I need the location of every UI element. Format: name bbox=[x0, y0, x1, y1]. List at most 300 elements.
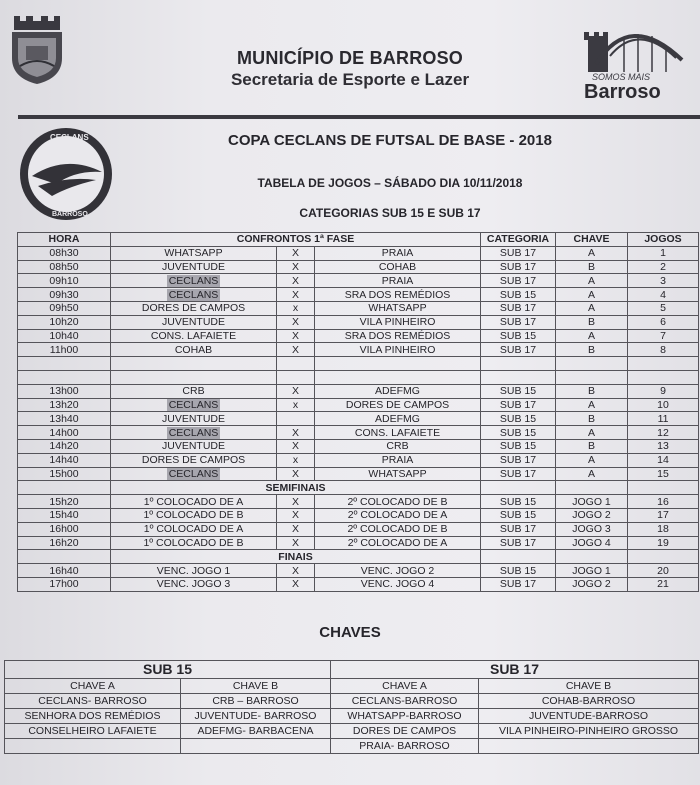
game-away-team-text: PRAIA bbox=[381, 274, 414, 287]
game-versus bbox=[277, 453, 315, 467]
sub17-label: SUB 17 bbox=[331, 661, 699, 679]
game-versus-text: X bbox=[291, 247, 299, 260]
game-home-team bbox=[111, 274, 277, 288]
game-away-team bbox=[315, 398, 481, 412]
semifinals-label bbox=[111, 481, 481, 495]
game-away-team bbox=[315, 274, 481, 288]
game-home-team-text: JUVENTUDE bbox=[161, 260, 225, 273]
game-category bbox=[481, 577, 556, 591]
game-category bbox=[481, 536, 556, 550]
game-category bbox=[481, 329, 556, 343]
game-number bbox=[628, 577, 699, 591]
spacer-row bbox=[18, 357, 699, 371]
sub17-chave-b-label: CHAVE B bbox=[479, 679, 699, 694]
sub15-chave-a-label: CHAVE A bbox=[5, 679, 181, 694]
game-home-team bbox=[111, 536, 277, 550]
game-time-text: 09h30 bbox=[49, 288, 79, 301]
game-key-text: JOGO 1 bbox=[572, 495, 611, 508]
game-number bbox=[628, 384, 699, 398]
game-versus bbox=[277, 260, 315, 274]
game-row bbox=[18, 398, 699, 412]
game-category-text: SUB 15 bbox=[499, 426, 537, 439]
game-time bbox=[18, 246, 111, 260]
game-number bbox=[628, 301, 699, 315]
game-versus-text: X bbox=[291, 440, 299, 453]
game-home-team bbox=[111, 288, 277, 302]
game-away-team-text: DORES DE CAMPOS bbox=[345, 398, 450, 411]
game-category bbox=[481, 439, 556, 453]
game-number bbox=[628, 246, 699, 260]
game-home-team-text: CECLANS bbox=[168, 398, 219, 411]
game-time bbox=[18, 274, 111, 288]
header-divider bbox=[18, 115, 700, 119]
game-number-text: 9 bbox=[660, 385, 666, 398]
game-key bbox=[556, 288, 628, 302]
game-time-text: 09h10 bbox=[49, 274, 79, 287]
game-home-team bbox=[111, 301, 277, 315]
game-number bbox=[628, 536, 699, 550]
empty-cell bbox=[111, 370, 277, 384]
game-away-team bbox=[315, 260, 481, 274]
finals-label-text: FINAIS bbox=[278, 550, 313, 563]
game-category bbox=[481, 288, 556, 302]
game-category-text: SUB 17 bbox=[499, 467, 537, 480]
game-key bbox=[556, 329, 628, 343]
game-category bbox=[481, 274, 556, 288]
game-versus-text: X bbox=[291, 426, 299, 439]
game-row bbox=[18, 412, 699, 426]
game-time-text: 14h40 bbox=[49, 454, 79, 467]
game-away-team bbox=[315, 522, 481, 536]
header-categoria: CATEGORIA bbox=[481, 233, 556, 247]
game-home-team bbox=[111, 260, 277, 274]
game-category bbox=[481, 495, 556, 509]
game-number-text: 11 bbox=[657, 412, 669, 425]
game-key-text: A bbox=[588, 398, 596, 411]
game-number-text: 10 bbox=[657, 398, 669, 411]
game-versus-text: X bbox=[291, 467, 299, 480]
game-number-text: 7 bbox=[660, 329, 666, 342]
game-home-team bbox=[111, 398, 277, 412]
game-time bbox=[18, 288, 111, 302]
game-category-text: SUB 17 bbox=[499, 454, 537, 467]
game-home-team bbox=[111, 564, 277, 578]
game-category-text: SUB 15 bbox=[499, 509, 537, 522]
game-key bbox=[556, 343, 628, 357]
game-key bbox=[556, 564, 628, 578]
game-away-team bbox=[315, 564, 481, 578]
game-category-text: SUB 17 bbox=[499, 260, 537, 273]
game-home-team bbox=[111, 384, 277, 398]
empty-cell bbox=[18, 357, 111, 371]
game-key bbox=[556, 453, 628, 467]
header-hora: HORA bbox=[18, 233, 111, 247]
game-versus bbox=[277, 315, 315, 329]
empty-cell bbox=[628, 550, 699, 564]
game-key-text: JOGO 1 bbox=[572, 564, 611, 577]
game-number bbox=[628, 508, 699, 522]
game-home-team-text: DORES DE CAMPOS bbox=[141, 302, 246, 315]
spacer-row bbox=[18, 370, 699, 384]
game-time bbox=[18, 495, 111, 509]
game-away-team bbox=[315, 246, 481, 260]
game-home-team bbox=[111, 577, 277, 591]
game-category bbox=[481, 508, 556, 522]
game-category bbox=[481, 343, 556, 357]
game-away-team-text: 2º COLOCADO DE A bbox=[347, 509, 448, 522]
key-empty bbox=[479, 739, 699, 754]
game-away-team bbox=[315, 329, 481, 343]
game-home-team bbox=[111, 467, 277, 481]
game-away-team-text: 2º COLOCADO DE B bbox=[347, 495, 448, 508]
header-confrontos: CONFRONTOS 1ª FASE bbox=[111, 233, 481, 247]
svg-text:SOMOS MAIS: SOMOS MAIS bbox=[592, 72, 651, 82]
empty-cell bbox=[628, 481, 699, 495]
game-key-text: B bbox=[588, 412, 596, 425]
game-number-text: 20 bbox=[657, 564, 669, 577]
game-home-team bbox=[111, 508, 277, 522]
game-category-text: SUB 15 bbox=[499, 329, 537, 342]
game-category-text: SUB 17 bbox=[499, 523, 537, 536]
game-number bbox=[628, 315, 699, 329]
game-away-team bbox=[315, 288, 481, 302]
game-away-team-text: SRA DOS REMÉDIOS bbox=[344, 288, 451, 301]
game-row bbox=[18, 536, 699, 550]
game-away-team bbox=[315, 508, 481, 522]
game-time bbox=[18, 398, 111, 412]
header-jogos: JOGOS bbox=[628, 233, 699, 247]
game-category-text: SUB 17 bbox=[499, 536, 537, 549]
tournament-title: COPA CECLANS DE FUTSAL DE BASE - 2018 bbox=[228, 132, 552, 149]
key-team: VILA PINHEIRO-PINHEIRO GROSSO bbox=[479, 724, 699, 739]
game-key bbox=[556, 315, 628, 329]
game-time-text: 15h20 bbox=[49, 495, 79, 508]
game-home-team bbox=[111, 246, 277, 260]
game-row bbox=[18, 288, 699, 302]
game-away-team-text: PRAIA bbox=[381, 247, 414, 260]
game-row bbox=[18, 301, 699, 315]
game-key-text: JOGO 2 bbox=[572, 578, 611, 591]
game-versus bbox=[277, 274, 315, 288]
game-home-team bbox=[111, 453, 277, 467]
game-number bbox=[628, 495, 699, 509]
game-number bbox=[628, 274, 699, 288]
game-category-text: SUB 15 bbox=[499, 495, 537, 508]
game-row bbox=[18, 453, 699, 467]
game-number-text: 1 bbox=[660, 247, 666, 260]
key-team: CECLANS-BARROSO bbox=[331, 694, 479, 709]
game-category-text: SUB 17 bbox=[499, 302, 537, 315]
game-category-text: SUB 15 bbox=[499, 440, 537, 453]
game-key bbox=[556, 522, 628, 536]
game-category-text: SUB 15 bbox=[499, 564, 537, 577]
game-time-text: 15h40 bbox=[49, 509, 79, 522]
game-versus bbox=[277, 577, 315, 591]
game-key bbox=[556, 495, 628, 509]
game-time bbox=[18, 343, 111, 357]
game-versus-text: X bbox=[291, 260, 299, 273]
game-time bbox=[18, 564, 111, 578]
game-key bbox=[556, 439, 628, 453]
game-away-team bbox=[315, 495, 481, 509]
game-versus bbox=[277, 495, 315, 509]
game-row bbox=[18, 274, 699, 288]
games-table bbox=[17, 232, 699, 592]
game-key bbox=[556, 301, 628, 315]
game-away-team-text: 2º COLOCADO DE B bbox=[347, 523, 448, 536]
empty-cell bbox=[18, 550, 111, 564]
game-home-team bbox=[111, 495, 277, 509]
key-empty bbox=[5, 739, 181, 754]
game-row bbox=[18, 564, 699, 578]
game-versus bbox=[277, 522, 315, 536]
game-category bbox=[481, 384, 556, 398]
game-key bbox=[556, 536, 628, 550]
game-row bbox=[18, 315, 699, 329]
game-away-team bbox=[315, 384, 481, 398]
empty-cell bbox=[277, 370, 315, 384]
game-time bbox=[18, 384, 111, 398]
game-number bbox=[628, 260, 699, 274]
game-row bbox=[18, 508, 699, 522]
game-number-text: 12 bbox=[657, 426, 669, 439]
schedule-subtitle: TABELA DE JOGOS – SÁBADO DIA 10/11/2018 bbox=[257, 176, 523, 190]
empty-cell bbox=[556, 481, 628, 495]
game-key bbox=[556, 274, 628, 288]
game-away-team bbox=[315, 577, 481, 591]
game-time bbox=[18, 301, 111, 315]
game-versus-text: X bbox=[291, 523, 299, 536]
game-home-team-text: CECLANS bbox=[168, 467, 219, 480]
game-category bbox=[481, 315, 556, 329]
game-time bbox=[18, 522, 111, 536]
game-time-text: 09h50 bbox=[49, 302, 79, 315]
game-key bbox=[556, 384, 628, 398]
game-number bbox=[628, 288, 699, 302]
game-category bbox=[481, 522, 556, 536]
game-category-text: SUB 17 bbox=[499, 578, 537, 591]
semifinals-label-row bbox=[18, 481, 699, 495]
empty-cell bbox=[556, 550, 628, 564]
game-category bbox=[481, 564, 556, 578]
game-key-text: B bbox=[588, 316, 596, 329]
game-versus-text: X bbox=[291, 536, 299, 549]
game-away-team-text: PRAIA bbox=[381, 454, 414, 467]
game-versus bbox=[277, 426, 315, 440]
game-time bbox=[18, 453, 111, 467]
game-number-text: 13 bbox=[657, 440, 669, 453]
game-number-text: 19 bbox=[657, 536, 669, 549]
game-home-team-text: JUVENTUDE bbox=[161, 412, 225, 425]
game-category-text: SUB 17 bbox=[499, 343, 537, 356]
game-category-text: SUB 15 bbox=[499, 412, 537, 425]
game-home-team bbox=[111, 426, 277, 440]
empty-cell bbox=[481, 481, 556, 495]
game-home-team-text: JUVENTUDE bbox=[161, 316, 225, 329]
game-home-team-text: DORES DE CAMPOS bbox=[141, 454, 246, 467]
game-key bbox=[556, 508, 628, 522]
game-versus bbox=[277, 536, 315, 550]
game-key-text: JOGO 3 bbox=[572, 523, 611, 536]
game-time bbox=[18, 577, 111, 591]
game-time bbox=[18, 426, 111, 440]
game-versus-text: X bbox=[291, 329, 299, 342]
game-category bbox=[481, 412, 556, 426]
game-away-team-text: WHATSAPP bbox=[368, 302, 427, 315]
game-versus-text: x bbox=[292, 398, 299, 411]
game-key bbox=[556, 260, 628, 274]
game-time-text: 14h20 bbox=[49, 440, 79, 453]
municipality-heading: MUNICÍPIO DE BARROSO bbox=[236, 48, 463, 68]
game-number-text: 8 bbox=[660, 343, 666, 356]
game-row bbox=[18, 467, 699, 481]
game-versus bbox=[277, 288, 315, 302]
key-team: WHATSAPP-BARROSO bbox=[331, 709, 479, 724]
empty-cell bbox=[556, 370, 628, 384]
game-home-team-text: 1º COLOCADO DE B bbox=[143, 536, 244, 549]
game-row bbox=[18, 343, 699, 357]
game-away-team-text: ADEFMG bbox=[375, 412, 420, 425]
game-away-team bbox=[315, 439, 481, 453]
game-away-team-text: COHAB bbox=[378, 260, 417, 273]
game-home-team-text: COHAB bbox=[174, 343, 213, 356]
game-row bbox=[18, 426, 699, 440]
game-versus-text: X bbox=[291, 385, 299, 398]
game-home-team-text: VENC. JOGO 1 bbox=[156, 564, 231, 577]
empty-cell bbox=[111, 357, 277, 371]
game-key-text: JOGO 4 bbox=[572, 536, 611, 549]
game-time-text: 14h00 bbox=[49, 426, 79, 439]
game-number bbox=[628, 426, 699, 440]
empty-cell bbox=[481, 550, 556, 564]
game-home-team bbox=[111, 343, 277, 357]
game-number-text: 18 bbox=[657, 523, 669, 536]
games-header-row bbox=[18, 233, 699, 247]
game-away-team-text: VENC. JOGO 2 bbox=[360, 564, 435, 577]
key-team: SENHORA DOS REMÉDIOS bbox=[5, 709, 181, 724]
game-away-team bbox=[315, 467, 481, 481]
svg-text:BARROSO: BARROSO bbox=[52, 211, 88, 218]
game-key-text: A bbox=[588, 274, 596, 287]
game-away-team bbox=[315, 453, 481, 467]
game-versus-text: X bbox=[291, 578, 299, 591]
game-home-team bbox=[111, 522, 277, 536]
game-category bbox=[481, 467, 556, 481]
game-away-team bbox=[315, 315, 481, 329]
game-versus bbox=[277, 384, 315, 398]
game-number-text: 6 bbox=[660, 316, 666, 329]
game-versus-text: X bbox=[291, 343, 299, 356]
game-time-text: 10h20 bbox=[49, 316, 79, 329]
game-versus-text: x bbox=[292, 302, 299, 315]
game-key bbox=[556, 577, 628, 591]
key-team: JUVENTUDE- BARROSO bbox=[181, 709, 331, 724]
sub17-chave-a-label: CHAVE A bbox=[331, 679, 479, 694]
empty-cell bbox=[277, 357, 315, 371]
game-category-text: SUB 17 bbox=[499, 247, 537, 260]
game-key bbox=[556, 426, 628, 440]
game-home-team-text: 1º COLOCADO DE A bbox=[143, 495, 244, 508]
game-away-team-text: CONS. LAFAIETE bbox=[354, 426, 441, 439]
game-time-text: 08h50 bbox=[49, 260, 79, 273]
game-versus-text: X bbox=[291, 509, 299, 522]
game-home-team-text: 1º COLOCADO DE A bbox=[143, 523, 244, 536]
empty-cell bbox=[315, 357, 481, 371]
game-time-text: 11h00 bbox=[49, 343, 79, 356]
semifinals-label-text: SEMIFINAIS bbox=[265, 481, 326, 494]
game-category bbox=[481, 453, 556, 467]
game-time-text: 16h20 bbox=[49, 536, 79, 549]
game-key-text: B bbox=[588, 343, 596, 356]
game-time bbox=[18, 508, 111, 522]
game-category bbox=[481, 246, 556, 260]
game-number-text: 3 bbox=[660, 274, 666, 287]
game-versus-text: X bbox=[291, 495, 299, 508]
game-key-text: A bbox=[588, 329, 596, 342]
game-key-text: A bbox=[588, 247, 596, 260]
game-number bbox=[628, 398, 699, 412]
game-time-text: 17h00 bbox=[49, 578, 79, 591]
game-versus bbox=[277, 329, 315, 343]
empty-cell bbox=[556, 357, 628, 371]
game-number bbox=[628, 343, 699, 357]
game-versus-text: x bbox=[292, 454, 299, 467]
game-versus bbox=[277, 246, 315, 260]
key-team: DORES DE CAMPOS bbox=[331, 724, 479, 739]
game-time-text: 16h00 bbox=[49, 523, 79, 536]
keys-row bbox=[5, 724, 699, 739]
game-number bbox=[628, 453, 699, 467]
game-home-team-text: CONS. LAFAIETE bbox=[150, 329, 237, 342]
game-time bbox=[18, 329, 111, 343]
game-away-team bbox=[315, 536, 481, 550]
key-empty bbox=[181, 739, 331, 754]
game-category bbox=[481, 398, 556, 412]
game-home-team-text: CECLANS bbox=[168, 274, 219, 287]
game-versus bbox=[277, 564, 315, 578]
keys-row bbox=[5, 694, 699, 709]
game-home-team-text: JUVENTUDE bbox=[161, 440, 225, 453]
game-time bbox=[18, 412, 111, 426]
keys-title: CHAVES bbox=[319, 624, 381, 641]
game-home-team bbox=[111, 315, 277, 329]
empty-cell bbox=[628, 357, 699, 371]
key-team: ADEFMG- BARBACENA bbox=[181, 724, 331, 739]
game-away-team-text: VILA PINHEIRO bbox=[359, 316, 436, 329]
game-home-team-text: CECLANS bbox=[168, 288, 219, 301]
game-away-team-text: SRA DOS REMÉDIOS bbox=[344, 329, 451, 342]
game-number-text: 17 bbox=[657, 509, 669, 522]
keys-category-row bbox=[5, 661, 699, 679]
game-category-text: SUB 15 bbox=[499, 385, 537, 398]
game-versus-text: X bbox=[291, 288, 299, 301]
game-number bbox=[628, 564, 699, 578]
game-versus bbox=[277, 301, 315, 315]
game-number-text: 14 bbox=[657, 454, 669, 467]
game-time-text: 10h40 bbox=[49, 329, 79, 342]
game-time-text: 16h40 bbox=[49, 564, 79, 577]
game-home-team bbox=[111, 329, 277, 343]
key-team: COHAB-BARROSO bbox=[479, 694, 699, 709]
game-versus bbox=[277, 439, 315, 453]
game-number-text: 21 bbox=[657, 578, 669, 591]
game-key-text: A bbox=[588, 426, 596, 439]
game-category bbox=[481, 260, 556, 274]
game-row bbox=[18, 522, 699, 536]
game-away-team-text: VENC. JOGO 4 bbox=[360, 578, 435, 591]
game-key bbox=[556, 467, 628, 481]
svg-text:Barroso: Barroso bbox=[584, 81, 661, 103]
